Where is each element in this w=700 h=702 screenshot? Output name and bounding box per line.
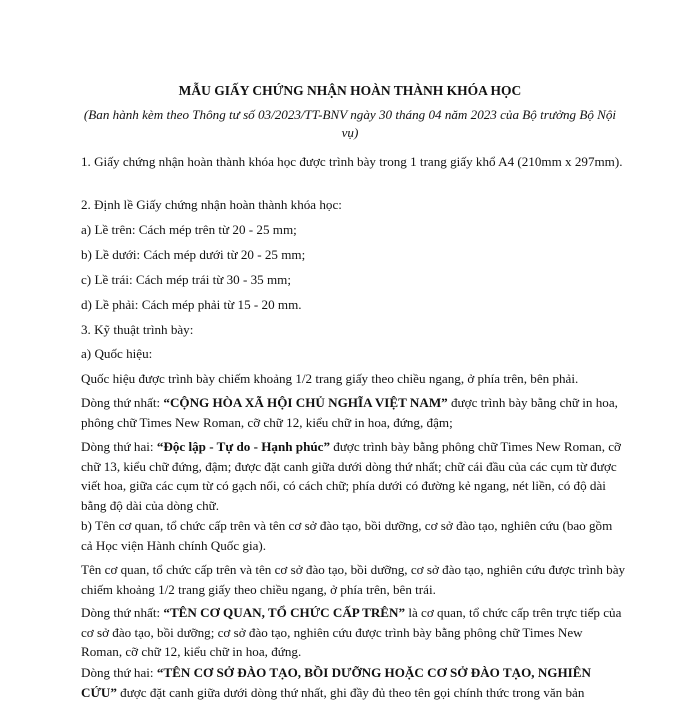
paragraph-bottom-margin: b) Lề dưới: Cách mép dưới từ 20 - 25 mm; bbox=[81, 247, 306, 262]
paragraph-prefix: Dòng thứ nhất: bbox=[81, 605, 164, 620]
paragraph-organization-heading: b) Tên cơ quan, tổ chức cấp trên và tên cơ sở đào tạo, bồi dưỡng, cơ sở đào tạo, nghiên cứu (bao gồm cả Học viện Hành chính Quốc gia). bbox=[81, 518, 613, 553]
paragraph-rest: được trình bày bằng phông chữ Times New Roman, cỡ chữ 13, kiểu chữ đứng, đậm; được đặt canh giữa dưới dòng thứ nhất; chữ cái đầu của các cụm từ được viết hoa, giữa các cụm từ có gạch nối, có cách chữ; phía dưới có đường kẻ ngang, nét liền, có độ dài bằng độ dài của dòng chữ. bbox=[81, 439, 621, 513]
paragraph-technique-heading: 3. Kỹ thuật trình bày: bbox=[81, 322, 194, 337]
paragraph-prefix: Dòng thứ hai: bbox=[81, 665, 157, 680]
paragraph-top-margin: a) Lề trên: Cách mép trên từ 20 - 25 mm; bbox=[81, 222, 297, 237]
paragraph-paper-size: 1. Giấy chứng nhận hoàn thành khóa học được trình bày trong 1 trang giấy khổ A4 (210mm x 297mm). bbox=[81, 154, 623, 169]
paragraph-first-line-national-title bbox=[81, 393, 626, 432]
paragraph-organization-position: Tên cơ quan, tổ chức cấp trên và tên cơ sở đào tạo, bồi dưỡng, cơ sở đào tạo, nghiên cứu được trình bày chiếm khoảng 1/2 trang giấy theo chiều ngang, ở phía trên, bên trái. bbox=[81, 562, 626, 597]
paragraph-national-title-position: Quốc hiệu được trình bày chiếm khoảng 1/2 trang giấy theo chiều ngang, ở phía trên, bên phải. bbox=[81, 371, 579, 386]
paragraph-bold-phrase: “TÊN CƠ SỞ ĐÀO TẠO, BỒI DƯỠNG HOẶC CƠ SỞ ĐÀO TẠO, NGHIÊN CỨU” bbox=[81, 665, 591, 700]
paragraph-bold-phrase: “Độc lập - Tự do - Hạnh phúc” bbox=[156, 439, 330, 454]
paragraph-left-margin: c) Lề trái: Cách mép trái từ 30 - 35 mm; bbox=[81, 272, 291, 287]
paragraph-rest: được trình bày bằng chữ in hoa, phông chữ Times New Roman, cỡ chữ 12, kiểu chữ in hoa, đứng, đậm; bbox=[81, 395, 618, 430]
paragraph-rest: là cơ quan, tổ chức cấp trên trực tiếp của cơ sở đào tạo, bồi dưỡng; cơ sở đào tạo, nghiên cứu được trình bày bằng phông chữ Times New Roman, cỡ chữ 12, kiểu chữ in hoa, đứng. bbox=[81, 605, 622, 659]
paragraph-rest: được đặt canh giữa dưới dòng thứ nhất, ghi đầy đủ theo tên gọi chính thức trong văn bản bbox=[116, 684, 585, 700]
paragraph-bold-phrase: “TÊN CƠ QUAN, TỔ CHỨC CẤP TRÊN” bbox=[163, 605, 406, 620]
paragraph-bold-phrase: “CỘNG HÒA XÃ HỘI CHỦ NGHĨA VIỆT NAM” bbox=[163, 395, 448, 410]
document-title: MẪU GIẤY CHỨNG NHẬN HOÀN THÀNH KHÓA HỌC bbox=[178, 83, 522, 98]
paragraph-first-line-organization bbox=[81, 603, 626, 662]
document-subtitle: (Ban hành kèm theo Thông tư số 03/2023/TT-BNV ngày 30 tháng 04 năm 2023 của Bộ trưởng Bộ Nội vụ) bbox=[83, 107, 617, 140]
paragraph-second-line-national-title bbox=[81, 437, 626, 515]
paragraph-prefix: Dòng thứ hai: bbox=[81, 439, 157, 454]
paragraph-right-margin: d) Lề phải: Cách mép phải từ 15 - 20 mm. bbox=[81, 297, 302, 312]
paragraph-national-title-heading: a) Quốc hiệu: bbox=[81, 346, 153, 361]
paragraph-margins-heading: 2. Định lề Giấy chứng nhận hoàn thành khóa học: bbox=[81, 197, 342, 212]
paragraph-second-line-organization bbox=[81, 663, 626, 702]
paragraph-prefix: Dòng thứ nhất: bbox=[81, 395, 164, 410]
